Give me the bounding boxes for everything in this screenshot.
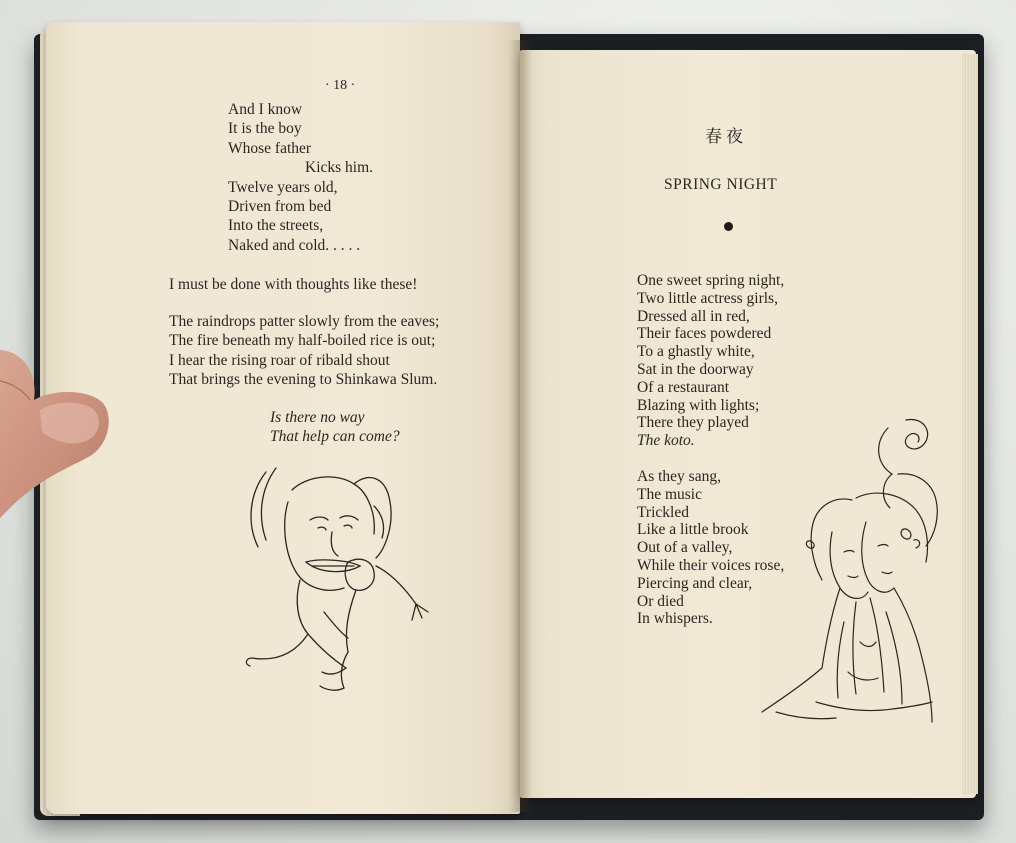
left-single-line (169, 275, 417, 294)
left-stanza-2 (169, 312, 439, 390)
poem-line: Sat in the doorway (637, 360, 754, 378)
thumb (0, 340, 114, 540)
illustration-two-actress-girls (756, 412, 956, 732)
poem-line: Into the streets, (228, 217, 324, 235)
poem-line: Piercing and clear, (637, 574, 753, 592)
poem-line: Or died (637, 592, 684, 610)
poem-line: Out of a valley, (637, 539, 733, 557)
poem-line: It is the boy (228, 120, 302, 138)
poem-line: That help can come? (270, 428, 400, 446)
poem-line: Dressed all in red, (637, 307, 750, 325)
poem-line: One sweet spring night, (637, 272, 785, 289)
poem-line: Naked and cold. . . . . (228, 236, 361, 254)
poem-line: Of a restaurant (637, 378, 730, 396)
poem-line: As they sang, (637, 468, 721, 485)
poem-line: There they played (637, 414, 749, 432)
poem-line: And I know (228, 101, 303, 118)
poem-line: Driven from bed (228, 197, 332, 215)
poem-line: Kicks him. (305, 159, 374, 177)
left-stanza-1 (228, 100, 373, 255)
poem-line: Like a little brook (637, 521, 749, 539)
poem-line: While their voices rose, (637, 556, 785, 574)
poem-line: That brings the evening to Shinkawa Slum. (169, 371, 438, 389)
poem-line: Their faces powdered (637, 325, 772, 343)
kanji-title: 春夜 (705, 127, 747, 147)
poem-line: I hear the rising roar of ribald shout (169, 351, 390, 369)
poem-line: Blazing with lights; (637, 396, 760, 414)
poem-line: The fire beneath my half-boiled rice is out; (169, 332, 436, 350)
page-number: · 18 · (325, 78, 356, 93)
poem-line: The koto. (637, 432, 695, 450)
poem-line: To a ghastly white, (637, 343, 755, 361)
poem-line: Whose father (228, 139, 312, 157)
poem-line: Two little actress girls, (637, 289, 778, 307)
illustration-man-carrying-boy (236, 462, 436, 698)
poem-line: Trickled (637, 503, 689, 521)
ornament-dot (724, 222, 733, 231)
left-italic-stanza (270, 408, 400, 447)
poem-line: The music (637, 485, 702, 503)
poem-line: The raindrops patter slowly from the eaves; (169, 313, 440, 330)
book-gutter (508, 40, 532, 812)
right-page-edges (962, 54, 978, 794)
poem-line: I must be done with thoughts like these! (169, 276, 418, 293)
poem-title: SPRING NIGHT (664, 176, 778, 193)
poem-line: Is there no way (270, 409, 365, 426)
poem-line: Twelve years old, (228, 178, 338, 196)
poem-line: In whispers. (637, 610, 713, 628)
